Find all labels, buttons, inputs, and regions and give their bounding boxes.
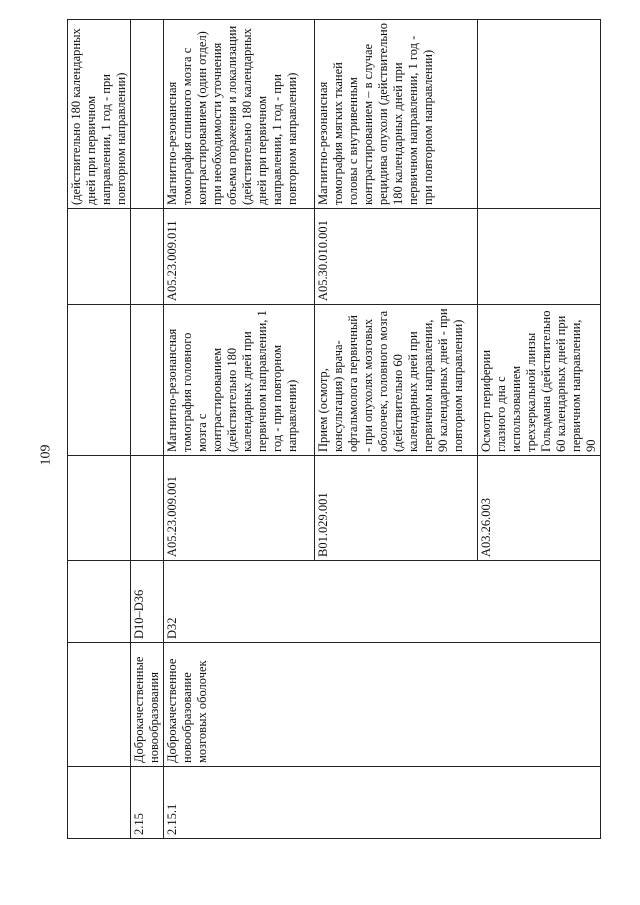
cell-code — [68, 767, 131, 839]
page-number: 109 — [38, 444, 54, 466]
table-row — [164, 20, 315, 839]
cell-name — [68, 643, 131, 767]
cell-service-code: B01.029.001 — [315, 456, 478, 561]
table-row — [131, 20, 164, 839]
cell-service: Магнитно-резонансная томография головного мозга с контрастированием (действительно 180 календарных дней при первичном направлении, 1 год - при повторном направлении) — [164, 305, 315, 456]
cell-extra-code — [131, 209, 164, 305]
cell-service — [68, 305, 131, 456]
cell-extra-code — [478, 209, 601, 305]
cell-extra: (действительно 180 календарных дней при первичном направлении, 1 год - при повторном направлении) — [68, 20, 131, 209]
cell-mkb — [68, 561, 131, 643]
cell-extra: Магнитно-резонансная томография мягких тканей головы с внутривенным контрастированием – в случае рецидива опухоли (действительно 180 календарных дней при первичном направлении, 1 год - при повторном направлении) — [315, 20, 478, 209]
cell-name: Доброкачественное новообразование мозговых оболочек — [164, 643, 601, 767]
cell-service-code: A05.23.009.001 — [164, 456, 315, 561]
cell-code: 2.15 — [131, 767, 164, 839]
cell-extra — [478, 20, 601, 209]
cell-service: Прием (осмотр, консультация) врача-офтальмолога первичный - при опухолях мозговых оболочек, головного мозга (действительно 60 календарных дней при первичном направлении, 90 календарных дней - при повторном направлении) — [315, 305, 478, 456]
cell-service — [131, 305, 164, 456]
cell-extra-code — [68, 209, 131, 305]
cell-service-code — [68, 456, 131, 561]
cell-extra: Магнитно-резонансная томография спинного мозга с контрастированием (один отдел) при необходимости уточнения объема поражения и локализации (действительно 180 календарных дней при первичном направлении, 1 год - при повторном направлении) — [164, 20, 315, 209]
cell-service-code — [131, 456, 164, 561]
cell-service: Осмотр периферии глазного дна с использованием трехзеркальной линзы Гольдмана (действительно 60 календарных дней при первичном направлении, 90 — [478, 305, 601, 456]
clinical-table — [67, 19, 601, 839]
cell-name: Доброкачественные новообразования — [131, 643, 164, 767]
cell-service-code: A03.26.003 — [478, 456, 601, 561]
document-table-wrapper — [67, 20, 598, 839]
cell-extra-code: A05.23.009.011 — [164, 209, 315, 305]
cell-extra-code: A05.30.010.001 — [315, 209, 478, 305]
cell-code: 2.15.1 — [164, 767, 601, 839]
table-row — [68, 20, 131, 839]
cell-mkb: D32 — [164, 561, 601, 643]
cell-mkb: D10–D36 — [131, 561, 164, 643]
cell-extra — [131, 20, 164, 209]
